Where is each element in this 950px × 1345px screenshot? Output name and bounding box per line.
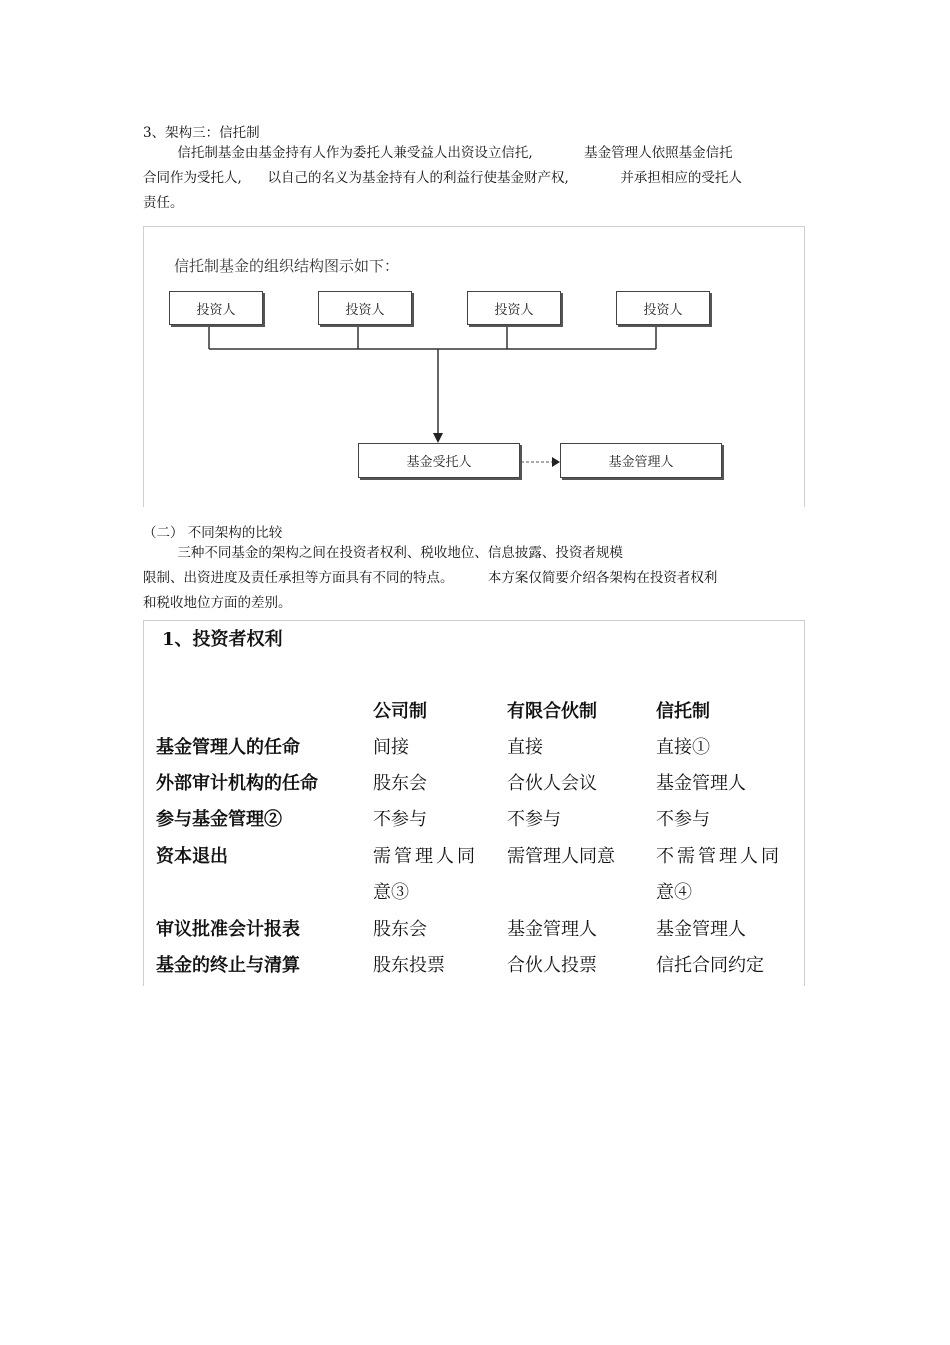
table-cell: 基金管理人 bbox=[656, 773, 746, 794]
table-cell: 合伙人投票 bbox=[507, 955, 597, 976]
table-cell: 不需管理人同 bbox=[656, 846, 782, 867]
paragraph-line: 限制、出资进度及责任承担等方面具有不同的特点。 本方案仅简要介绍各架构在投资者权利 bbox=[143, 570, 718, 586]
comparison-table bbox=[143, 620, 805, 986]
row-label: 外部审计机构的任命 bbox=[156, 773, 318, 794]
section-heading: 3、架构三：信托制 bbox=[143, 125, 260, 141]
table-cell: 不参与 bbox=[656, 809, 710, 830]
column-header: 有限合伙制 bbox=[507, 701, 597, 722]
org-chart-figure bbox=[143, 226, 805, 507]
table-title: 1、投资者权利 bbox=[162, 629, 283, 650]
table-cell: 不参与 bbox=[373, 809, 427, 830]
manager-node: 基金管理人 bbox=[560, 443, 722, 478]
table-cell: 合伙人会议 bbox=[507, 773, 597, 794]
row-label: 资本退出 bbox=[156, 846, 228, 867]
table-cell: 不参与 bbox=[507, 809, 561, 830]
investor-node: 投资人 bbox=[318, 291, 412, 325]
paragraph-line: 和税收地位方面的差别。 bbox=[143, 595, 292, 611]
table-cell: 需管理人同意 bbox=[507, 846, 615, 867]
row-label: 基金的终止与清算 bbox=[156, 955, 300, 976]
trustee-node: 基金受托人 bbox=[358, 443, 520, 478]
investor-node: 投资人 bbox=[467, 291, 561, 325]
table-cell: 直接 bbox=[507, 737, 543, 758]
investor-node: 投资人 bbox=[169, 291, 263, 325]
table-cell-continuation: 意③ bbox=[373, 882, 409, 903]
table-cell: 需管理人同 bbox=[373, 846, 478, 867]
section-heading: （二） 不同架构的比较 bbox=[143, 525, 283, 541]
column-header: 信托制 bbox=[656, 701, 710, 722]
figure-caption: 信托制基金的组织结构图示如下： bbox=[174, 257, 400, 275]
table-cell: 基金管理人 bbox=[507, 919, 597, 940]
table-cell: 股东会 bbox=[373, 919, 427, 940]
table-cell: 股东投票 bbox=[373, 955, 445, 976]
row-label: 参与基金管理② bbox=[156, 809, 282, 830]
column-header: 公司制 bbox=[373, 701, 427, 722]
table-cell: 信托合同约定 bbox=[656, 955, 764, 976]
row-label: 审议批准会计报表 bbox=[156, 919, 300, 940]
paragraph-line: 三种不同基金的架构之间在投资者权利、税收地位、信息披露、投资者规模 bbox=[143, 545, 623, 561]
table-cell: 基金管理人 bbox=[656, 919, 746, 940]
row-label: 基金管理人的任命 bbox=[156, 737, 300, 758]
paragraph-line: 责任。 bbox=[143, 195, 184, 211]
table-cell: 间接 bbox=[373, 737, 409, 758]
table-cell: 直接① bbox=[656, 737, 710, 758]
paragraph-line: 信托制基金由基金持有人作为委托人兼受益人出资设立信托, 基金管理人依照基金信托 bbox=[143, 145, 733, 161]
paragraph-line: 合同作为受托人, 以自己的名义为基金持有人的利益行使基金财产权, 并承担相应的受托人 bbox=[143, 170, 742, 186]
investor-node: 投资人 bbox=[616, 291, 710, 325]
table-cell-continuation: 意④ bbox=[656, 882, 692, 903]
table-cell: 股东会 bbox=[373, 773, 427, 794]
